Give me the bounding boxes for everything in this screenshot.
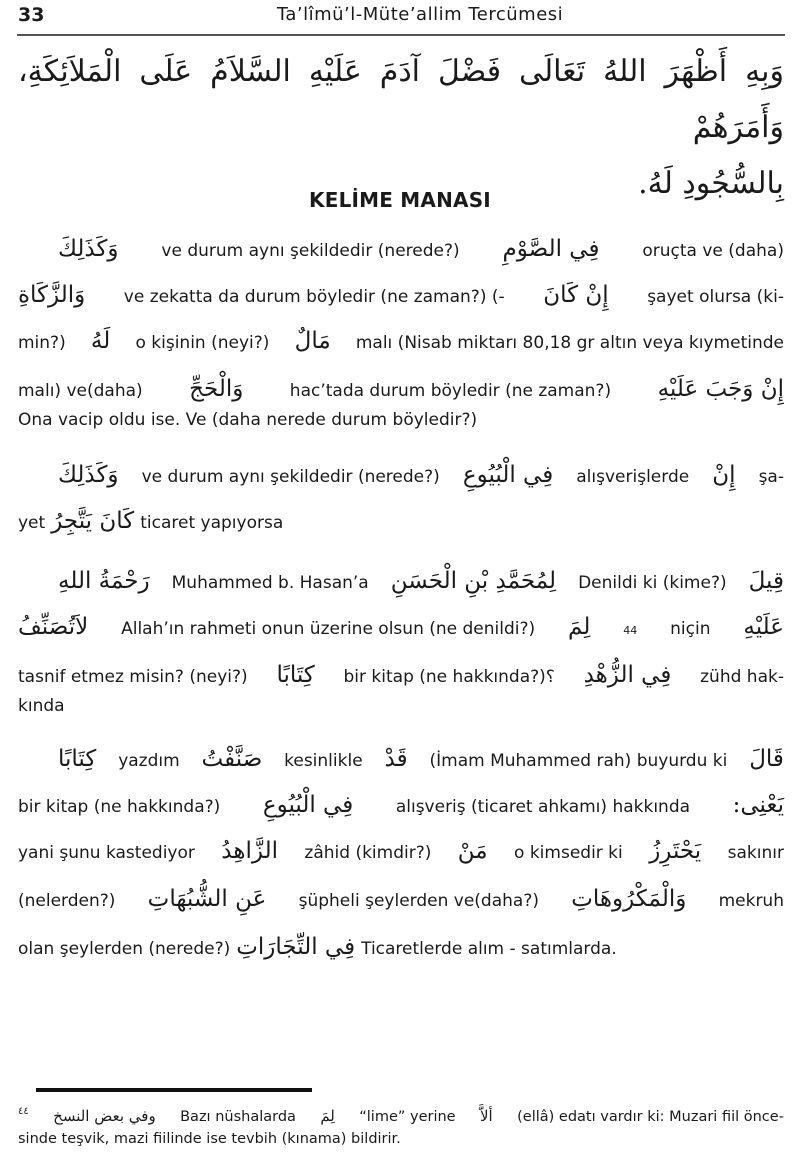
arabic-term: إِنْ كَانَ [543,282,609,308]
turkish-text: şüpheli şeylerden ve(daha?) [298,891,539,911]
arabic-passage [18,44,784,212]
footnote-text-3: (ellâ) edatı vardır ki: Muzari fiil önce- [517,1109,784,1125]
arabic-term: وَكَذَلِكَ [58,462,119,488]
turkish-text: kesinlikle [284,751,363,771]
turkish-text: alışverişlerde [576,467,690,487]
arabic-term: لاَتُصَنِّفُ [18,614,89,640]
arabic-term: لَهُ [90,328,111,354]
turkish-text: mekruh [718,891,784,911]
turkish-text: kında [18,696,65,716]
body-line [18,508,784,534]
body-line [58,568,784,594]
turkish-text: hac’tada durum böyledir (ne zaman?) [289,381,612,401]
footnote-arabic-1: وفي بعض النسخ [53,1107,156,1125]
turkish-text: Ticaretlerde alım - satımlarda. [361,939,617,959]
page-number: 33 [18,4,45,26]
turkish-text: niçin [670,619,711,639]
turkish-text: Allah’ın rahmeti onun üzerine olsun (ne denildi?) [121,619,536,639]
arabic-term: صَنَّفْتُ [201,746,263,772]
turkish-text: yazdım [118,751,180,771]
arabic-term: فِي الْبُيُوعِ [262,792,354,818]
body-line [18,838,784,864]
footnote-line-1 [18,1106,784,1129]
turkish-text: zühd hak- [700,667,784,687]
body-line [18,934,784,960]
arabic-term: لِمُحَمَّدِ بْنِ الْحَسَنِ [390,568,557,594]
body-line [18,886,784,912]
body-line [58,746,784,772]
body-line [18,328,784,354]
footnote-arabic-2: لِمَ [320,1107,335,1125]
arabic-term: لِمَ [568,614,591,640]
footnote-line-2: sinde teşvik, mazi fiilinde ise tevbih (kınama) bildirir. [18,1131,401,1147]
body-line [18,282,784,308]
arabic-term: مَنْ [457,838,488,864]
arabic-term: يَحْتَرِزُ [649,838,702,864]
turkish-text: o kişinin (neyi?) [135,333,270,353]
body-line [18,410,784,430]
header-rule [17,34,785,36]
arabic-term: قِيلَ [748,568,784,594]
arabic-term: وَالْمَكْرُوهَاتِ [571,886,687,912]
body-line [18,614,784,640]
arabic-term: يَعْنِى: [732,792,784,818]
turkish-text: yani şunu kastediyor [18,843,195,863]
arabic-term: قَدْ [384,746,408,772]
arabic-term: قَالَ [749,746,784,772]
turkish-text: o kimsedir ki [514,843,623,863]
arabic-term: رَحْمَةُ اللهِ [58,568,150,594]
arabic-term: وَالْحَجِّ [189,376,244,402]
arabic-term: إِنْ وَجَبَ عَلَيْهِ [657,376,784,402]
turkish-text: Denildi ki (kime?) [578,573,727,593]
footnote-mark: ٤٤ [18,1106,29,1117]
turkish-text: yet [18,513,46,533]
footnote-text-2: “lime” yerine [359,1109,456,1125]
turkish-text: olan şeylerden (nerede?) [18,939,231,959]
arabic-term: عَنِ الشُّبُهَاتِ [147,886,267,912]
arabic-line-1: وَبِهِ أَظْهَرَ اللهُ تَعَالَى فَضْلَ آدَمَ عَلَيْهِ السَّلاَمُ عَلَى الْمَلاَئِكَةِ، وَأَمَرَهُمْ [18,54,784,145]
body-line [18,792,784,818]
body-line [58,462,784,488]
turkish-text: Ona vacip oldu ise. Ve (daha nerede durum böyledir?) [18,410,478,430]
turkish-text: alışveriş (ticaret ahkamı) hakkında [395,797,691,817]
turkish-text: bir kitap (ne hakkında?)؟ [343,667,555,687]
footnote-text-1: Bazı nüshalarda [180,1109,296,1125]
arabic-term: إِنْ [712,462,736,488]
turkish-text: tasnif etmez misin? (neyi?) [18,667,248,687]
turkish-text: şa- [758,467,784,487]
arabic-term: فِي الزُّهْدِ [583,662,672,688]
body-line [18,662,784,688]
turkish-text: zâhid (kimdir?) [304,843,432,863]
turkish-text: ve durum aynı şekildedir (nerede?) [161,241,460,261]
turkish-text: bir kitap (ne hakkında?) [18,797,221,817]
arabic-term: كِتَابًا [58,746,97,772]
arabic-line-2: بِالسُّجُودِ لَهُ. [638,166,784,201]
turkish-text: (İmam Muhammed rah) buyurdu ki [429,751,728,771]
section-title: KELİME MANASI [309,188,491,212]
footnote-ref: 44 [623,624,638,637]
arabic-term: وَالزَّكَاةِ [18,282,86,308]
footnote-rule [36,1088,312,1092]
arabic-term: كِتَابًا [276,662,315,688]
turkish-text: ve durum aynı şekildedir (nerede?) [141,467,440,487]
turkish-text: (nelerden?) [18,891,116,911]
turkish-text: ticaret yapıyorsa [140,513,284,533]
arabic-term: فِي الْبُيُوعِ [462,462,554,488]
turkish-text: Muhammed b. Hasan’a [171,573,369,593]
turkish-text: oruçta ve (daha) [642,241,784,261]
arabic-term: مَالٌ [294,328,331,354]
turkish-text: malı (Nisab miktarı 80,18 gr altın veya kıymetinde [355,333,784,353]
arabic-term: عَلَيْهِ [743,614,784,640]
body-line [58,236,784,262]
turkish-text: sakınır [727,843,784,863]
arabic-term: فِي التِّجَارَاتِ [236,934,356,960]
turkish-text: ve zekatta da durum böyledir (ne zaman?) (- [123,287,505,307]
body-line [18,696,784,716]
running-title: Ta’lîmü’l-Müte’allim Tercümesi [276,4,564,25]
footnote-arabic-3: ألاَّ [480,1107,493,1125]
turkish-text: min?) [18,333,66,353]
body-line [18,376,784,402]
turkish-text: malı) ve(daha) [18,381,143,401]
arabic-term: الزَّاهِدُ [221,838,278,864]
arabic-term: فِي الصَّوْمِ [502,236,600,262]
turkish-text: şayet olursa (ki- [647,287,784,307]
arabic-term: وَكَذَلِكَ [58,236,119,262]
arabic-term: كَانَ يَتَّجِرُ [51,508,135,534]
footnote [18,1106,784,1149]
